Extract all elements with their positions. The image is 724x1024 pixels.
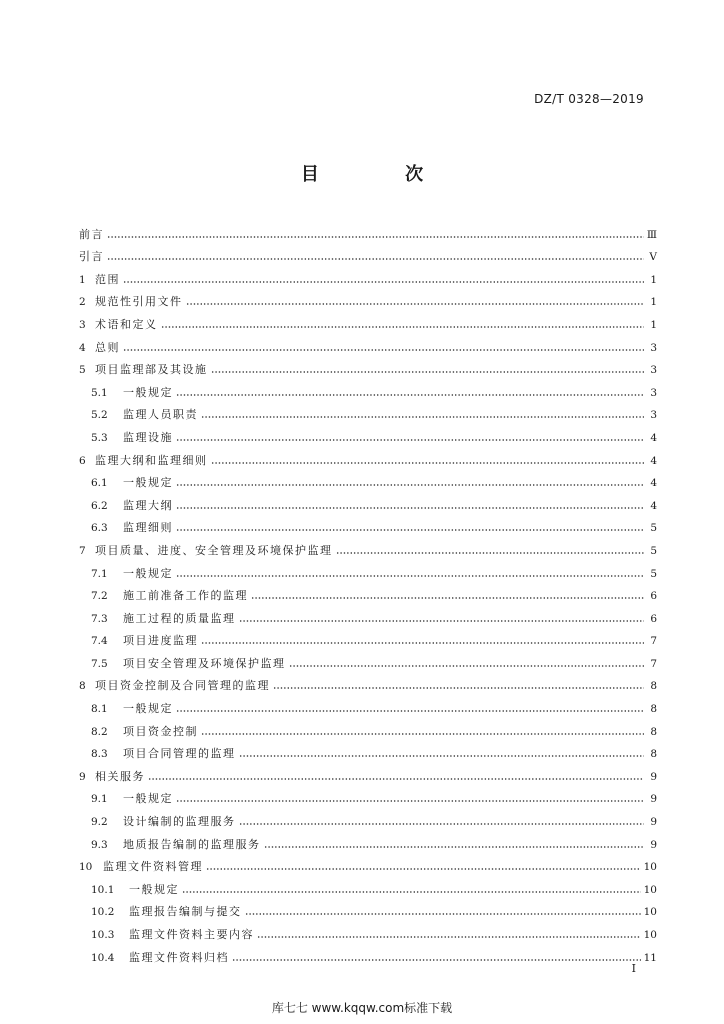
toc-entry[interactable] xyxy=(79,671,657,694)
toc-entry-title: 项目资金控制及合同管理的监理 xyxy=(95,679,270,693)
toc-entry[interactable] xyxy=(79,919,657,942)
toc-entry-page: 6 xyxy=(650,590,657,603)
toc-leader-dots xyxy=(211,370,645,374)
toc-entry-title: 项目进度监理 xyxy=(123,634,198,648)
toc-entry-page: 9 xyxy=(650,816,657,829)
toc-entry[interactable] xyxy=(79,603,657,626)
toc-leader-dots xyxy=(123,348,644,352)
toc-entry-page: 11 xyxy=(643,951,657,964)
toc-entry-title: 项目安全管理及环境保护监理 xyxy=(123,656,286,670)
toc-entry[interactable] xyxy=(79,581,657,604)
toc-entry-number: 8 xyxy=(79,680,86,693)
toc-entry-number: 8.2 xyxy=(91,725,108,738)
toc-entry-number: 10.2 xyxy=(91,906,115,919)
toc-entry-number: 6.1 xyxy=(91,477,108,490)
toc-entry-page: 5 xyxy=(650,522,657,535)
toc-entry[interactable] xyxy=(79,535,657,558)
toc-entry-page: 9 xyxy=(650,770,657,783)
toc-entry-number: 5.2 xyxy=(91,409,108,422)
toc-entry-page: 4 xyxy=(650,477,657,490)
toc-entry-number: 3 xyxy=(79,318,86,331)
toc-entry[interactable] xyxy=(79,874,657,897)
toc-entry-page: 4 xyxy=(650,431,657,444)
toc-entry-title: 监理细则 xyxy=(123,521,173,535)
toc-entry-page: 5 xyxy=(650,544,657,557)
toc-leader-dots xyxy=(176,438,644,442)
toc-entry[interactable] xyxy=(79,242,657,265)
toc-leader-dots xyxy=(232,958,641,962)
toc-entry-number: 10.3 xyxy=(91,929,115,941)
toc-entry[interactable] xyxy=(79,490,657,513)
toc-entry-page: 4 xyxy=(650,454,657,467)
toc-entry-page: 10 xyxy=(643,861,657,874)
toc-entry[interactable] xyxy=(79,513,657,536)
toc-entry-page: 3 xyxy=(650,386,657,399)
toc-leader-dots xyxy=(201,415,644,419)
toc-entry-title: 一般规定 xyxy=(123,702,173,716)
toc-entry-page: 8 xyxy=(650,703,657,716)
toc-entry-page: Ⅲ xyxy=(646,228,657,241)
toc-entry-title: 施工过程的质量监理 xyxy=(123,611,236,625)
toc-entry-number: 7.4 xyxy=(91,635,108,648)
toc-entry-title: 项目质量、进度、安全管理及环境保护监理 xyxy=(95,543,333,557)
toc-entry-page: 10 xyxy=(643,929,657,941)
toc-leader-dots xyxy=(273,686,644,690)
toc-entry-number: 7.3 xyxy=(91,612,108,625)
toc-leader-dots xyxy=(107,235,644,239)
toc-entry-title: 设计编制的监理服务 xyxy=(123,815,236,829)
toc-entry-title: 项目合同管理的监理 xyxy=(123,747,236,761)
toc-entry-page: 3 xyxy=(650,364,657,377)
toc-entry-title: 总则 xyxy=(95,340,120,354)
toc-entry[interactable] xyxy=(79,287,657,310)
toc-entry-page: 8 xyxy=(650,680,657,693)
toc-entry[interactable] xyxy=(79,829,657,852)
toc-entry[interactable] xyxy=(79,219,657,242)
toc-entry-title: 一般规定 xyxy=(129,882,179,896)
toc-leader-dots xyxy=(182,890,641,894)
toc-entry-page: 8 xyxy=(650,725,657,738)
toc-leader-dots xyxy=(148,777,644,781)
toc-entry-title: 一般规定 xyxy=(123,385,173,399)
toc-entry-title: 一般规定 xyxy=(123,566,173,580)
toc-leader-dots xyxy=(161,325,645,329)
toc-leader-dots xyxy=(336,551,645,555)
toc-entry-title: 范围 xyxy=(95,272,120,286)
toc-leader-dots xyxy=(176,393,644,397)
toc-entry-page: 9 xyxy=(650,793,657,806)
page-number: Ⅰ xyxy=(631,962,636,975)
toc-entry-number: 7 xyxy=(79,544,86,557)
toc-entry[interactable] xyxy=(79,558,657,581)
toc-entry-title: 术语和定义 xyxy=(95,317,158,331)
toc-entry-title: 规范性引用文件 xyxy=(95,295,183,309)
toc-leader-dots xyxy=(239,822,645,826)
toc-entry-title: 监理人员职责 xyxy=(123,408,198,422)
toc-entry-number: 7.1 xyxy=(91,567,108,580)
toc-entry-number: 9.3 xyxy=(91,838,108,851)
toc-entry-page: 6 xyxy=(650,612,657,625)
toc-entry-number: 5.3 xyxy=(91,431,108,444)
toc-entry-title: 监理文件资料管理 xyxy=(103,860,203,874)
toc-entry-page: 9 xyxy=(650,838,657,851)
toc-entry[interactable] xyxy=(79,309,657,332)
toc-entry-page: 4 xyxy=(650,499,657,512)
toc-leader-dots xyxy=(239,619,645,623)
toc-entry-page: 7 xyxy=(650,657,657,670)
toc-entry-number: 10 xyxy=(79,861,93,874)
toc-entry-page: 7 xyxy=(650,635,657,648)
toc-leader-dots xyxy=(289,664,645,668)
toc-entry-number: 4 xyxy=(79,341,86,354)
toc-entry-title: 监理设施 xyxy=(123,430,173,444)
toc-entry[interactable] xyxy=(79,332,657,355)
toc-entry-number: 7.2 xyxy=(91,590,108,603)
toc-leader-dots xyxy=(176,506,644,510)
toc-entry-page: 1 xyxy=(650,273,657,286)
toc-entry-number: 7.5 xyxy=(91,657,108,670)
toc-leader-dots xyxy=(123,280,644,284)
toc-entry[interactable] xyxy=(79,784,657,807)
toc-entry[interactable] xyxy=(79,264,657,287)
toc-leader-dots xyxy=(264,845,645,849)
toc-entry[interactable] xyxy=(79,852,657,875)
toc-entry-page: 10 xyxy=(643,906,657,919)
toc-leader-dots xyxy=(107,257,644,261)
toc-entry-title: 一般规定 xyxy=(123,792,173,806)
toc-leader-dots xyxy=(176,574,644,578)
toc-entry[interactable] xyxy=(79,377,657,400)
toc-entry-title: 项目资金控制 xyxy=(123,724,198,738)
toc-entry-number: 5 xyxy=(79,364,86,377)
toc-leader-dots xyxy=(211,461,645,465)
toc-entry-number: 6.2 xyxy=(91,499,108,512)
toc-leader-dots xyxy=(176,483,644,487)
footer-watermark: 库七七 www.kqqw.com标准下载 xyxy=(271,1001,453,1015)
toc-leader-dots xyxy=(201,641,644,645)
standard-code: DZ/T 0328—2019 xyxy=(534,92,644,106)
toc-entry-page: 1 xyxy=(650,318,657,331)
toc-entry-number: 5.1 xyxy=(91,386,108,399)
toc-leader-dots xyxy=(176,799,644,803)
toc-entry-title: 监理大纲和监理细则 xyxy=(95,453,208,467)
toc-entry-number: 2 xyxy=(79,296,86,309)
toc-entry[interactable] xyxy=(79,761,657,784)
toc-leader-dots xyxy=(239,754,645,758)
toc-entry-number: 8.1 xyxy=(91,703,108,716)
toc-entry-title: 监理报告编制与提交 xyxy=(129,905,242,919)
toc-entry-title: 地质报告编制的监理服务 xyxy=(123,837,261,851)
toc-entry-title: 引言 xyxy=(79,250,104,264)
toc-entry[interactable] xyxy=(79,942,657,965)
toc-entry[interactable] xyxy=(79,693,657,716)
toc-entry-title: 相关服务 xyxy=(95,769,145,783)
toc-entry-title: 前言 xyxy=(79,227,104,241)
toc-entry-title: 施工前准备工作的监理 xyxy=(123,589,248,603)
toc-entry-title: 监理大纲 xyxy=(123,498,173,512)
toc-leader-dots xyxy=(176,528,644,532)
toc-entry-title: 项目监理部及其设施 xyxy=(95,363,208,377)
toc-leader-dots xyxy=(257,935,641,939)
toc-entry-title: 监理文件资料主要内容 xyxy=(129,928,254,941)
toc-entry-page: 3 xyxy=(650,341,657,354)
toc-leader-dots xyxy=(251,596,644,600)
table-of-contents xyxy=(79,219,657,965)
page-title: 目 次 xyxy=(300,164,464,185)
toc-entry[interactable] xyxy=(79,626,657,649)
toc-entry[interactable] xyxy=(79,400,657,423)
toc-entry-number: 10.4 xyxy=(91,951,115,964)
toc-leader-dots xyxy=(201,732,644,736)
toc-entry-number: 9.2 xyxy=(91,816,108,829)
toc-entry[interactable] xyxy=(79,806,657,829)
toc-entry-page: 3 xyxy=(650,409,657,422)
toc-entry[interactable] xyxy=(79,422,657,445)
toc-leader-dots xyxy=(186,302,645,306)
toc-entry[interactable] xyxy=(79,468,657,491)
toc-entry-number: 8.3 xyxy=(91,748,108,761)
toc-entry[interactable] xyxy=(79,355,657,378)
toc-entry-number: 1 xyxy=(79,273,86,286)
toc-entry-page: 10 xyxy=(643,883,657,896)
toc-entry-number: 9 xyxy=(79,770,86,783)
toc-entry-page: 1 xyxy=(650,296,657,309)
toc-entry-number: 6.3 xyxy=(91,522,108,535)
toc-entry-number: 6 xyxy=(79,454,86,467)
toc-entry[interactable] xyxy=(79,648,657,671)
toc-entry-title: 监理文件资料归档 xyxy=(129,950,229,964)
toc-entry-page: 8 xyxy=(650,748,657,761)
toc-entry-title: 一般规定 xyxy=(123,476,173,490)
toc-entry-page: Ⅴ xyxy=(649,251,657,264)
toc-leader-dots xyxy=(206,867,641,871)
toc-entry-number: 9.1 xyxy=(91,793,108,806)
toc-leader-dots xyxy=(245,912,641,916)
toc-entry[interactable] xyxy=(79,445,657,468)
toc-entry[interactable] xyxy=(79,897,657,920)
toc-entry[interactable] xyxy=(79,739,657,762)
toc-entry[interactable] xyxy=(79,716,657,739)
toc-entry-page: 5 xyxy=(650,567,657,580)
toc-leader-dots xyxy=(176,709,644,713)
toc-entry-number: 10.1 xyxy=(91,883,115,896)
